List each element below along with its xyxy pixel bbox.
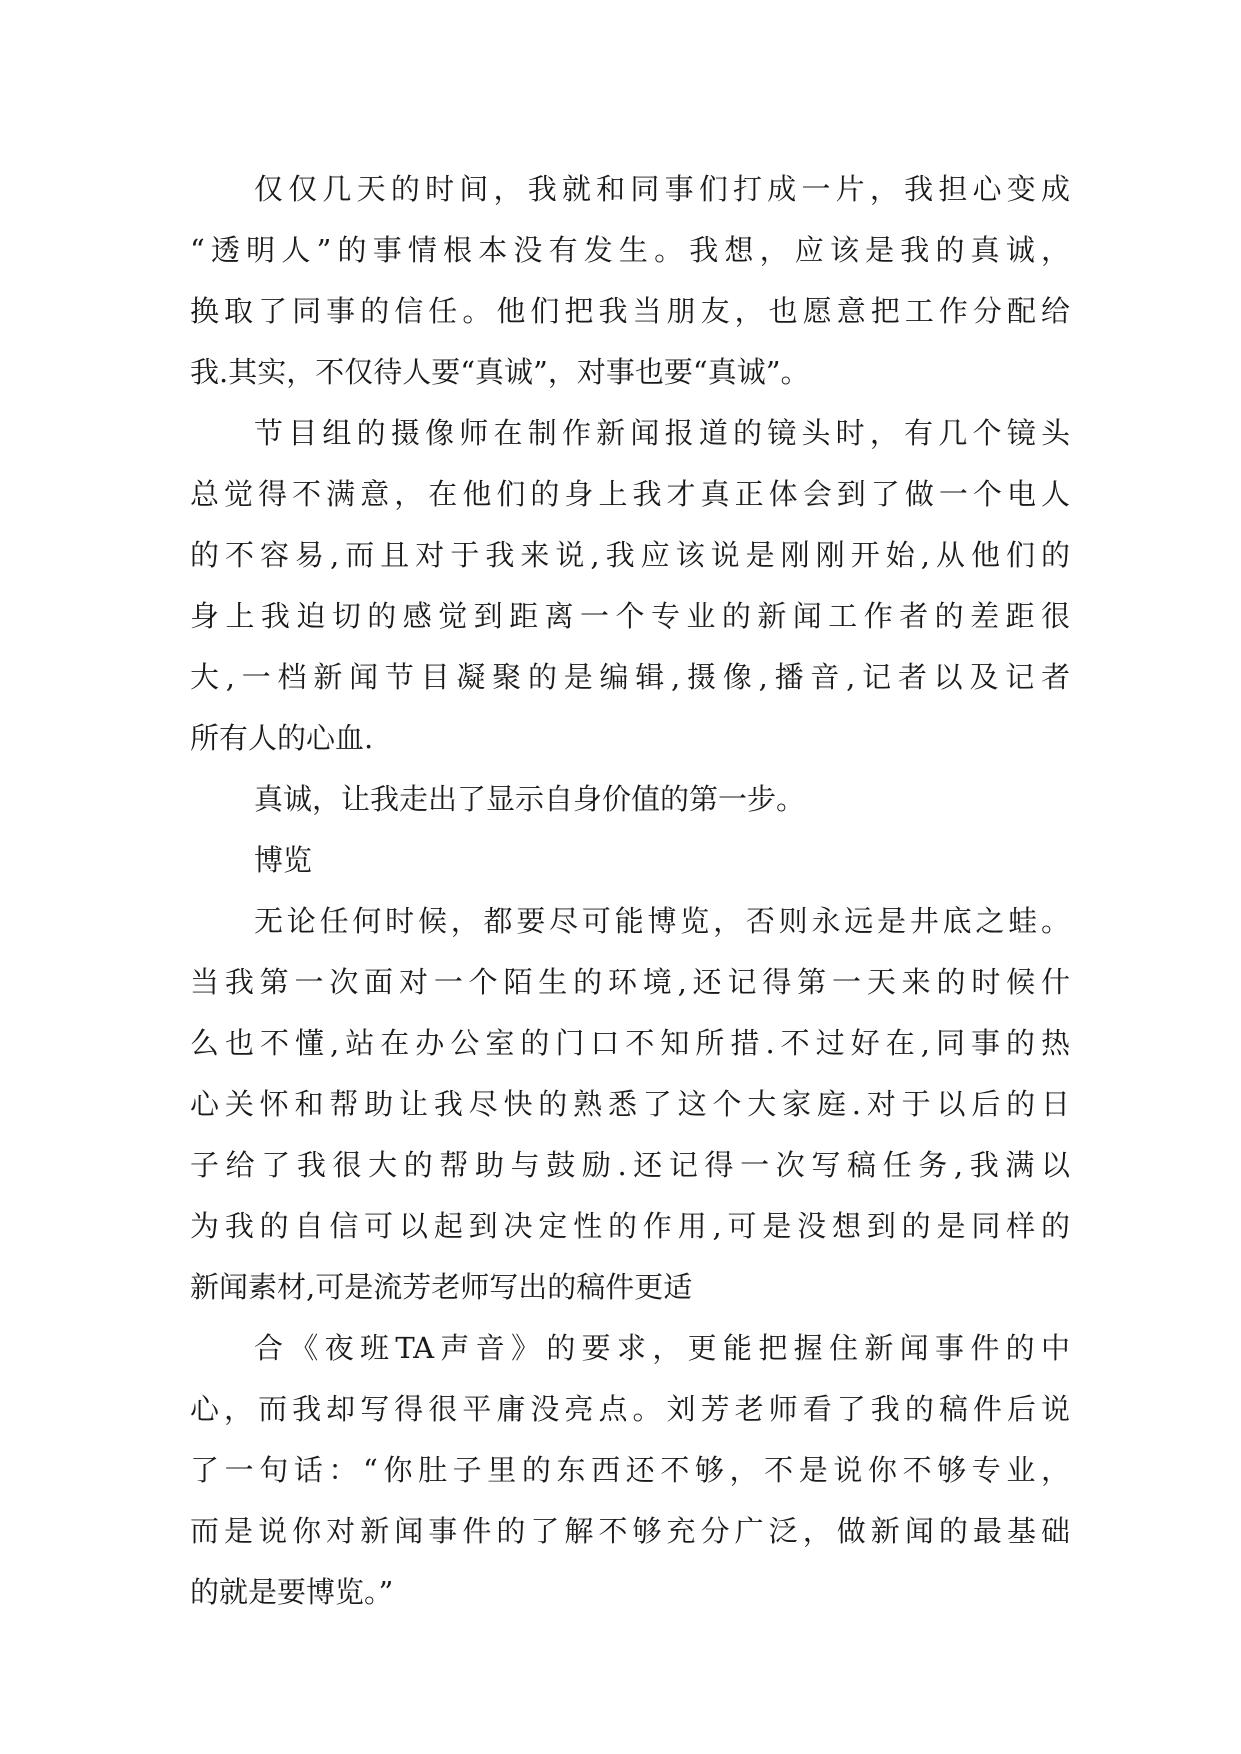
paragraph-line: 无论任何时候，都要尽可能博览，否则永远是井底之蛙。 [254, 904, 1070, 938]
paragraph-line: “透明人”的事情根本没有发生。我想，应该是我的真诚， [190, 233, 1070, 267]
paragraph-line: 了一句话：“你肚子里的东西还不够，不是说你不够专业， [190, 1453, 1070, 1487]
paragraph-line: 当我第一次面对一个陌生的环境,还记得第一天来的时候什 [190, 965, 1070, 999]
paragraph-line: 而是说你对新闻事件的了解不够充分广泛，做新闻的最基础 [190, 1514, 1070, 1548]
paragraph-line: 为我的自信可以起到决定性的作用,可是没想到的是同样的 [190, 1209, 1070, 1243]
paragraph-line: 合《夜班TA声音》的要求，更能把握住新闻事件的中 [254, 1331, 1070, 1365]
paragraph-line: 的就是要博览。” [190, 1575, 394, 1609]
paragraph-line: 新闻素材,可是流芳老师写出的稿件更适 [190, 1270, 693, 1304]
paragraph-line: 所有人的心血. [190, 721, 374, 755]
document-body [190, 159, 1070, 1623]
paragraph-line: 么也不懂,站在办公室的门口不知所措.不过好在,同事的热 [190, 1026, 1070, 1060]
paragraph-line: 换取了同事的信任。他们把我当朋友，也愿意把工作分配给 [190, 294, 1070, 328]
paragraph-line: 心，而我却写得很平庸没亮点。刘芳老师看了我的稿件后说 [190, 1392, 1070, 1426]
paragraph-line: 真诚，让我走出了显示自身价值的第一步。 [254, 782, 806, 816]
paragraph-line: 我.其实，不仅待人要“真诚”，对事也要“真诚”。 [190, 355, 810, 389]
paragraph-line: 节目组的摄像师在制作新闻报道的镜头时，有几个镜头 [254, 416, 1070, 450]
paragraph-line: 心关怀和帮助让我尽快的熟悉了这个大家庭.对于以后的日 [190, 1087, 1070, 1121]
paragraph-line: 子给了我很大的帮助与鼓励.还记得一次写稿任务,我满以 [190, 1148, 1070, 1182]
paragraph-line: 大,一档新闻节目凝聚的是编辑,摄像,播音,记者以及记者 [190, 660, 1070, 694]
paragraph-line: 仅仅几天的时间，我就和同事们打成一片，我担心变成 [254, 172, 1070, 206]
paragraph-line: 总觉得不满意，在他们的身上我才真正体会到了做一个电人 [190, 477, 1070, 511]
paragraph-line: 身上我迫切的感觉到距离一个专业的新闻工作者的差距很 [190, 599, 1070, 633]
paragraph-line: 的不容易,而且对于我来说,我应该说是刚刚开始,从他们的 [190, 538, 1070, 572]
section-heading: 博览 [254, 843, 313, 877]
